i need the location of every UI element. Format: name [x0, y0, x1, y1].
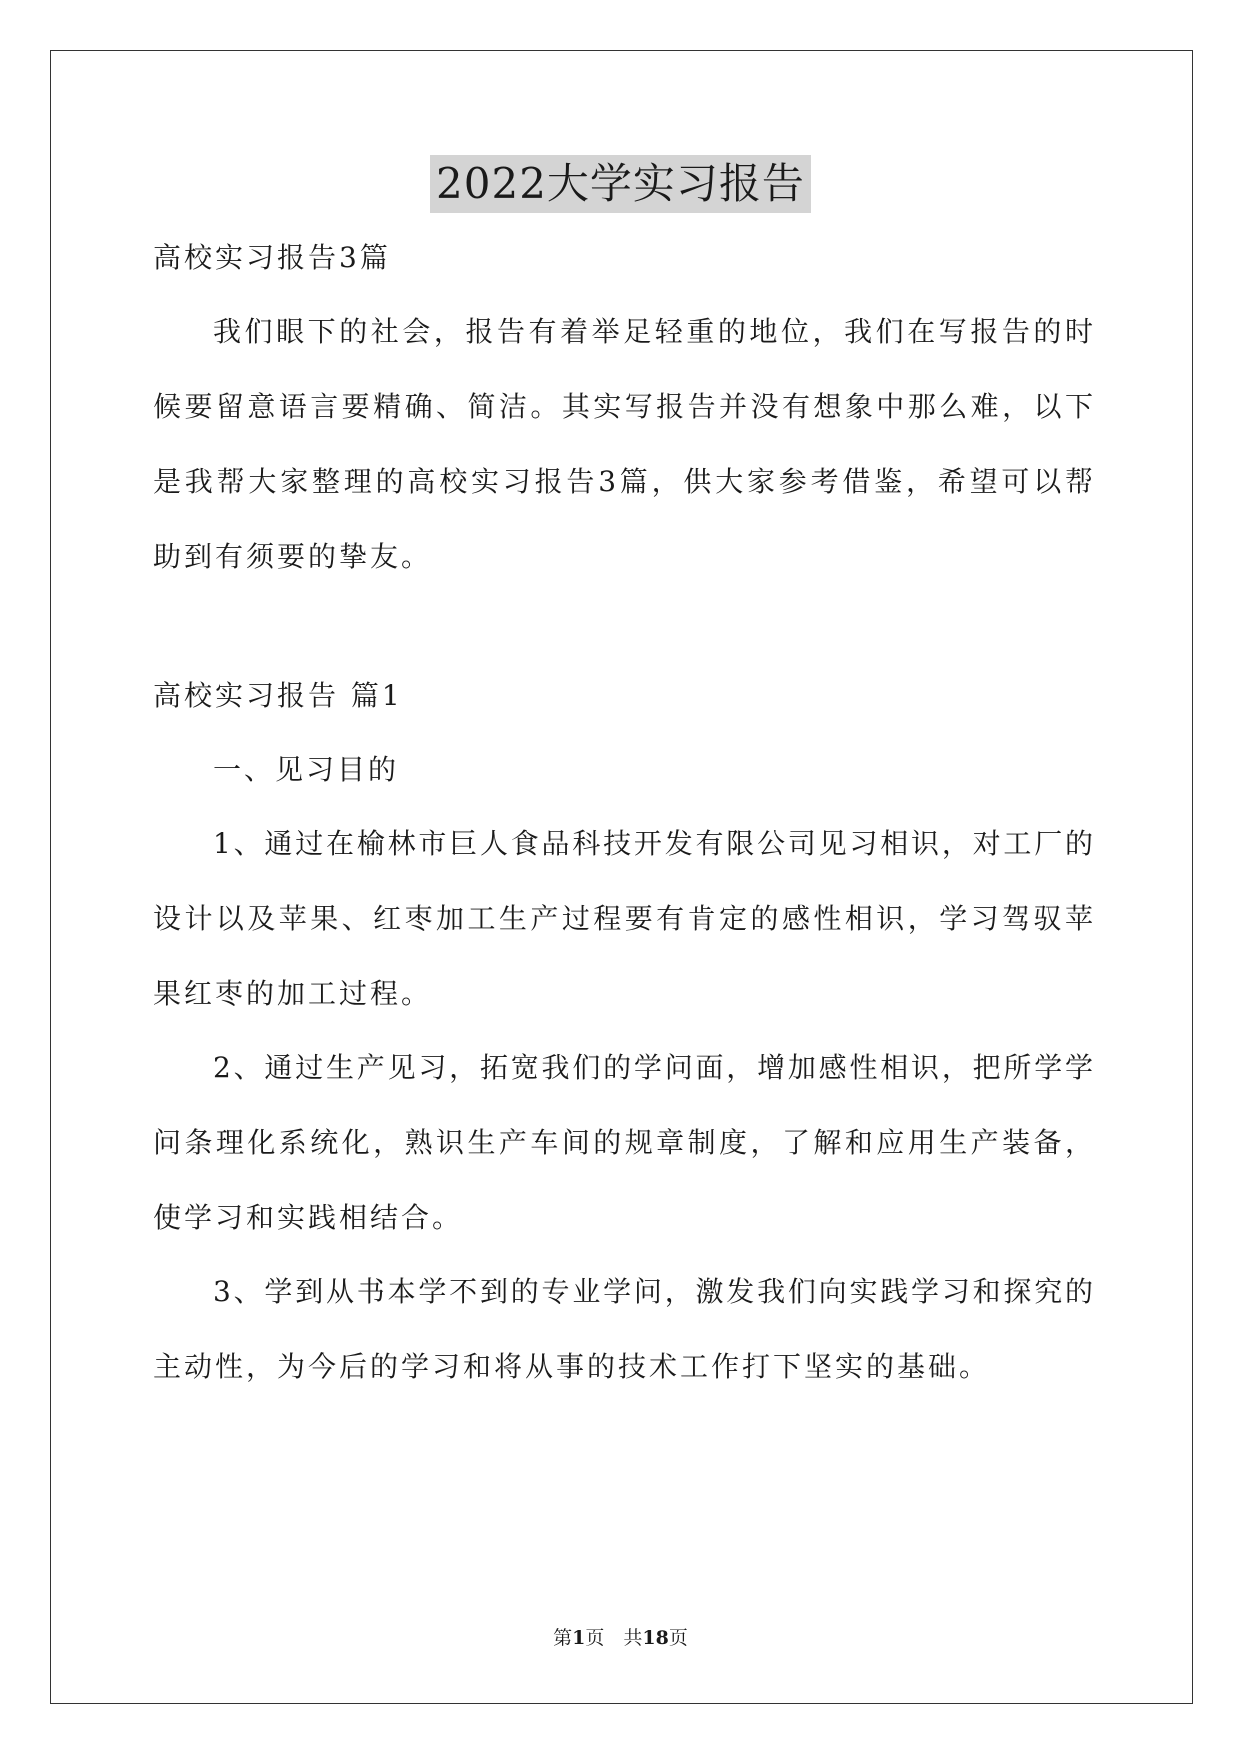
- section-heading: 高校实习报告 篇1: [153, 679, 403, 712]
- paragraph-line: 我们眼下的社会，报告有着举足轻重的地位，我们在写报告的时: [213, 315, 1093, 348]
- paragraph-line: 主动性，为今后的学习和将从事的技术工作打下坚实的基础。: [153, 1350, 991, 1383]
- document-title: 2022大学实习报告: [430, 155, 811, 213]
- total-page-number: 18: [642, 1627, 669, 1649]
- paragraph-line: 使学习和实践相结合。: [153, 1201, 464, 1234]
- footer-middle: 页 共: [585, 1627, 643, 1649]
- paragraph-line: 设计以及苹果、红枣加工生产过程要有肯定的感性相识，学习驾驭苹: [153, 902, 1093, 935]
- paragraph-line: 果红枣的加工过程。: [153, 977, 433, 1010]
- subsection-heading: 一、见习目的: [213, 753, 400, 786]
- footer-prefix: 第: [553, 1627, 573, 1649]
- page-border: [50, 50, 1193, 1704]
- title-container: [0, 155, 1241, 213]
- paragraph-line: 问条理化系统化，熟识生产车间的规章制度，了解和应用生产装备，: [153, 1126, 1093, 1159]
- paragraph-line: 候要留意语言要精确、简洁。其实写报告并没有想象中那么难，以下: [153, 390, 1093, 423]
- paragraph-line: 2、通过生产见习，拓宽我们的学问面，增加感性相识，把所学学: [213, 1051, 1093, 1084]
- current-page-number: 1: [572, 1627, 586, 1649]
- page-footer: [0, 1625, 1241, 1651]
- intro-heading: 高校实习报告3篇: [153, 241, 391, 274]
- paragraph-line: 3、学到从书本学不到的专业学问，激发我们向实践学习和探究的: [213, 1275, 1093, 1308]
- footer-suffix: 页: [668, 1627, 688, 1649]
- paragraph-line: 助到有须要的挚友。: [153, 540, 433, 573]
- paragraph-line: 1、通过在榆林市巨人食品科技开发有限公司见习相识，对工厂的: [213, 827, 1093, 860]
- paragraph-line: 是我帮大家整理的高校实习报告3篇，供大家参考借鉴，希望可以帮: [153, 465, 1093, 498]
